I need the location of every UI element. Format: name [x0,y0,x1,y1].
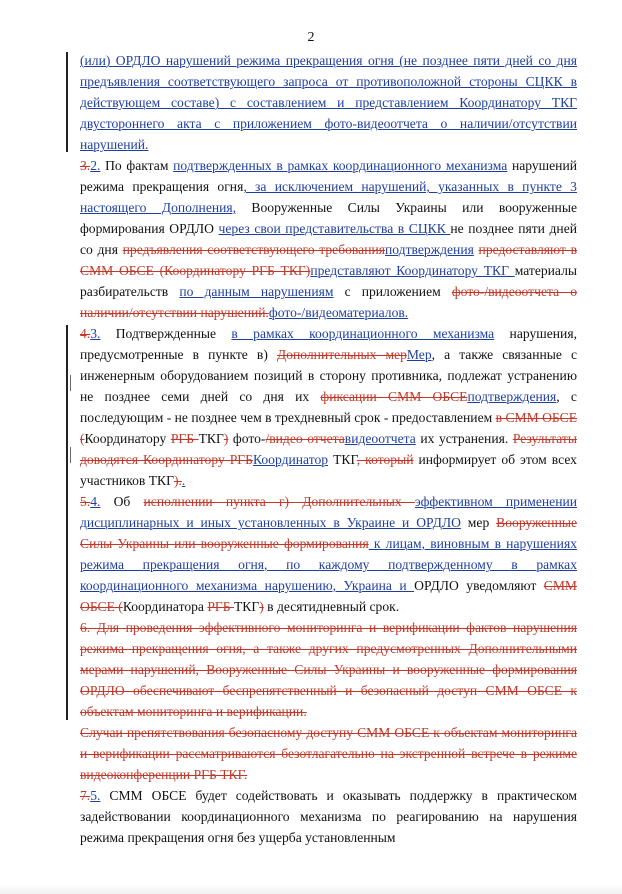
deleted-text: 5. [80,494,91,509]
document-body [80,50,577,848]
change-bar [66,325,68,720]
revision-marker [70,375,71,391]
revision-marker [70,447,71,463]
inserted-text: . [181,473,186,488]
inserted-text: 5. [90,788,101,803]
body-text: нарушения, предусмотренные в пункте в) [80,326,577,362]
body-text: нарушений режима прекращения огня [80,158,577,194]
body-text: Координатору [84,431,171,446]
paragraph [80,785,577,848]
deleted-text: ) [223,431,229,446]
paragraph [80,722,577,785]
body-text: ОРДЛО уведомляют [414,578,544,593]
body-text: в десятидневный срок. [263,599,400,614]
change-bar [66,52,68,152]
deleted-text: /видео отчета [265,431,345,446]
paragraph [80,155,577,323]
inserted-text: представляют Координатору ТКГ [310,263,515,278]
body-text: Вооруженные Силы Украины или вооруженные формирования ОРДЛО [80,200,578,236]
inserted-text: Мер [406,347,432,362]
deleted-text: фиксации СММ ОБСЕ [320,389,468,404]
body-text: , с последующим - не позднее чем в трехдневный срок - предоставлением [80,389,577,425]
body-text: их устранения. [415,431,513,446]
inserted-text: фото-/видеоматериалов. [268,305,409,320]
body-text: ТКГ [328,452,357,467]
body-text: Подтвержденные [100,326,232,341]
deleted-text: Результаты доводятся Координатору РГБ [80,431,578,467]
page-bottom-edge [0,884,622,894]
inserted-text: по данным нарушениям [179,284,334,299]
body-text: фото- [228,431,266,446]
deleted-text: Дополнительных мер [276,347,407,362]
inserted-text: (или) ОРДЛО нарушений режима прекращения огня (не позднее пяти дней со дня предъявления соответствующего запроса от противоположной стороны СЦКК в действующем составе) с составлением и представлением Координатору ТКГ двустороннего акта с приложением фото-видеоотчета о наличии/отсутствии нарушений. [80,53,577,152]
deleted-text: РГБ [170,431,199,446]
body-text: , а также связанные с инженерным оборудованием позиций в сторону противника, подлежат устранению не позднее семи дней со дня их [80,347,578,404]
inserted-text: подтверждения [467,389,557,404]
inserted-text: 4. [90,494,101,509]
deleted-text: в СММ ОБСЕ ( [80,410,578,446]
body-text: Об [100,494,144,509]
paragraph [80,50,577,155]
body-text: материалы разбирательств [80,263,577,299]
inserted-text: 2. [90,158,101,173]
inserted-text: подтверждения [385,242,474,257]
deleted-text: 6. Для проведения эффективного мониторинга и верификации фактов нарушения режима прекращения огня, а также других предусмотренных Дополнительными мерами нарушений, Вооруженные Силы Украины и вооруженные формирования ОРДЛО обеспечивают беспрепятственный и безопасный доступ СММ ОБСЕ к объектам мониторинга и верификации. [80,620,577,719]
inserted-text: , за исключением нарушений, указанных в пункте 3 настоящего Дополнения, [80,179,577,215]
body-text: Координатора [122,599,208,614]
deleted-text: 3. [80,158,91,173]
deleted-text: фото-/видеоотчета о наличии/отсутствии нарушений. [80,284,578,320]
body-text: По фактам [100,158,174,173]
body-text: с приложением [333,284,452,299]
deleted-text: исполнении пункта г) Дополнительных [143,494,415,509]
deleted-text: ). [173,473,182,488]
deleted-text: РГБ [207,599,234,614]
inserted-text: через свои представительства в СЦКК [218,221,451,236]
body-text: мер [460,515,497,530]
paragraph [80,491,577,617]
page-number: 2 [307,30,315,45]
inserted-text: эффективном применении дисциплинарных и иных установленных в Украине и ОРДЛО [80,494,578,530]
body-text: информирует об этом всех участников ТКГ [80,452,577,488]
inserted-text: в рамках координационного механизма [231,326,495,341]
deleted-text: ) [259,599,264,614]
body-text: ТКГ [198,431,224,446]
inserted-text: Координатор [252,452,329,467]
deleted-text: предъявления соответствующего требования [122,242,385,257]
body-text: СММ ОБСЕ будет содействовать и оказывать поддержку в практическом задействовании координационного механизма по реагированию на нарушения режима прекращения огня без ущерба установленным [80,788,577,845]
deleted-text: , который [356,452,414,467]
deleted-text: Вооруженные Силы Украины или вооруженные формирования [80,515,578,551]
deleted-text: предоставляют в СММ ОБСЕ (Координатору РГБ ТКГ) [80,242,577,278]
paragraph [80,323,577,491]
inserted-text: видеоотчета [344,431,416,446]
deleted-text: Случаи препятствования безопасному доступу СММ ОБСЕ к объектам мониторинга и верификации рассматриваются безотлагательно на экстренной встрече в режиме видеоконференции РГБ ТКГ. [80,725,577,782]
paragraph [80,617,577,722]
deleted-text: СММ ОБСЕ ( [80,578,577,614]
inserted-text: к лицам, виновным в нарушениях режима прекращения огня, по каждому подтвержденному в рамках координационного механизма нарушению, Украина и [80,536,577,593]
deleted-text: 4. [80,326,91,341]
body-text: не позднее пяти дней со дня [80,221,578,257]
inserted-text: 3. [90,326,101,341]
deleted-text: 7. [80,788,91,803]
body-text: ТКГ [234,599,260,614]
inserted-text: подтвержденных в рамках координационного механизма [173,158,508,173]
